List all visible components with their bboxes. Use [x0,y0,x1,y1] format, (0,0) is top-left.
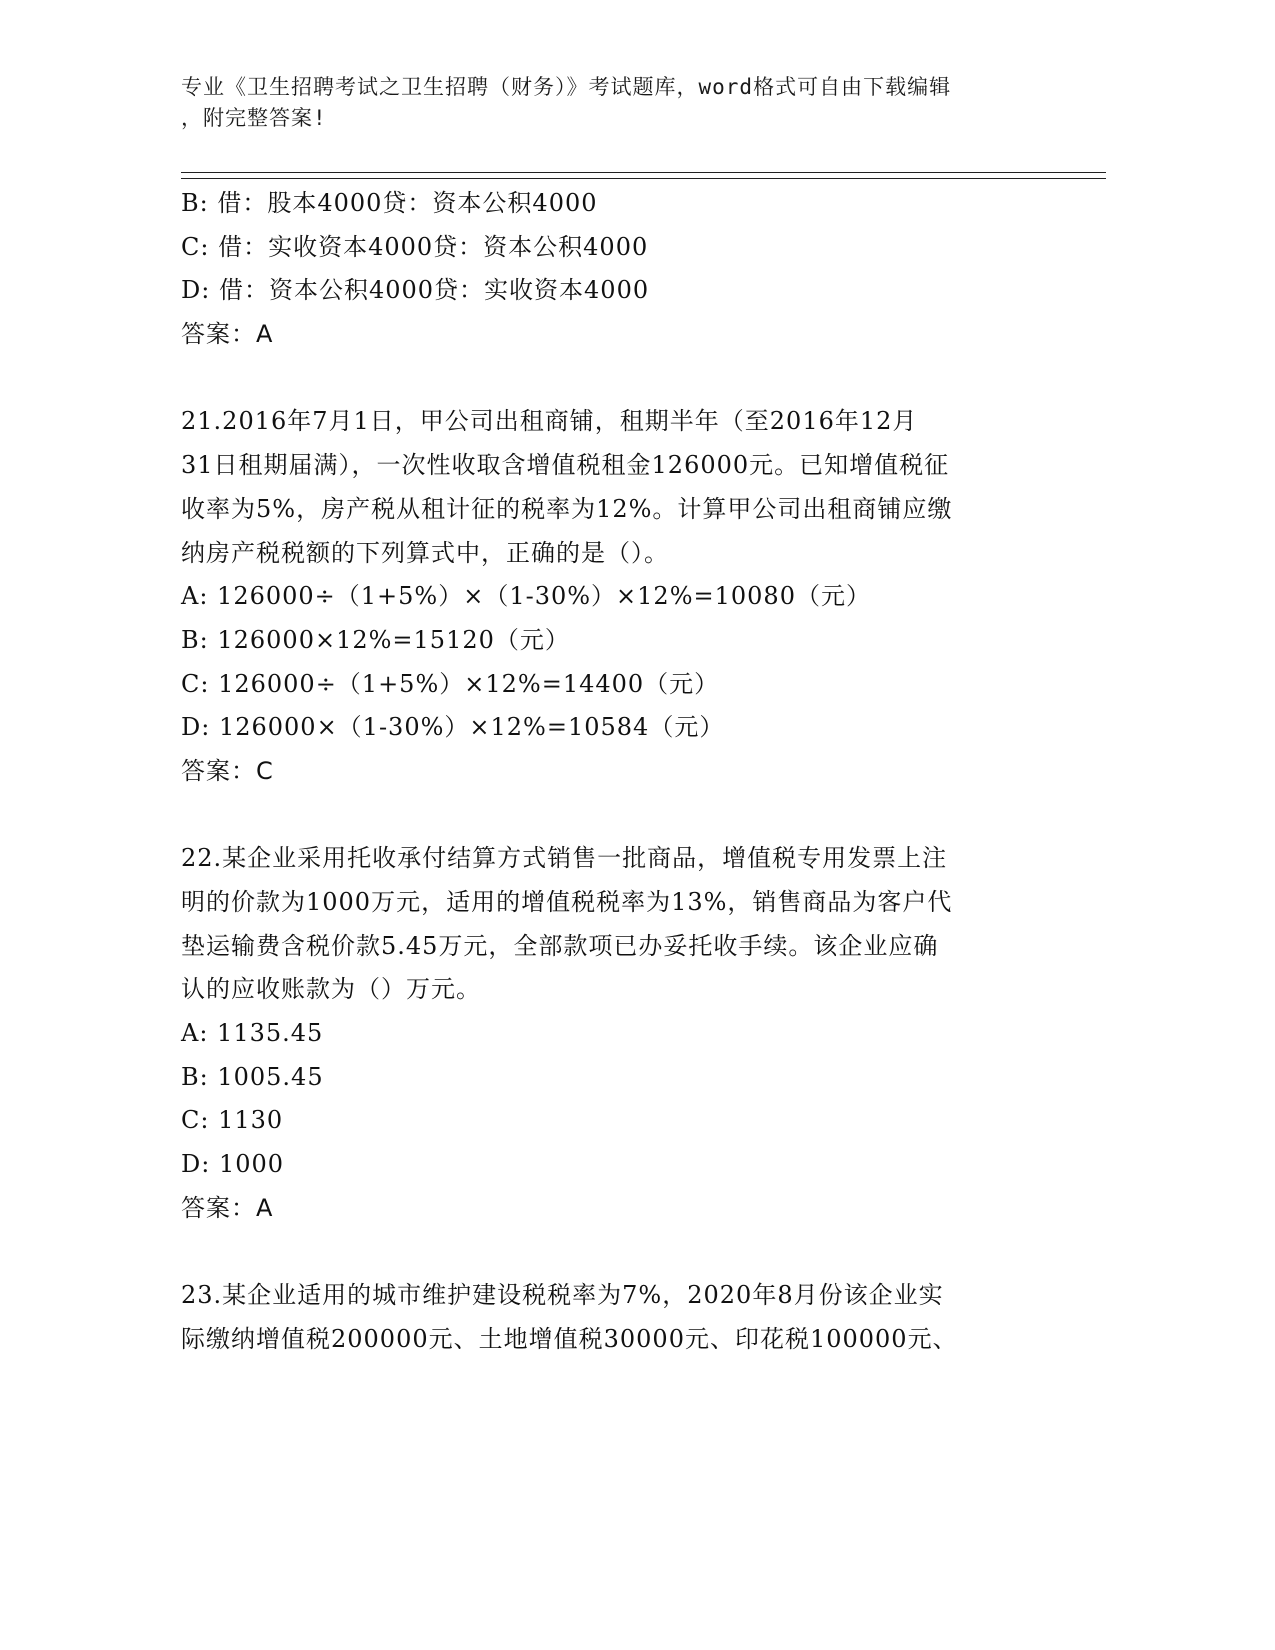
option-c: C: 1130 [181,1106,284,1135]
option-c: C: 借：实收资本4000贷：资本公积4000 [181,232,649,261]
answer: 答案：C [181,756,274,785]
question-content [181,182,1051,1362]
question-text-line: 际缴纳增值税200000元、土地增值税30000元、印花税100000元、 [181,1324,958,1353]
question-22 [181,837,1051,1230]
option-b: B: 借：股本4000贷：资本公积4000 [181,189,598,217]
prev-question [181,182,1051,357]
header-line-2: ，附完整答案! [181,106,327,130]
question-text-line: 明的价款为1000万元，适用的增值税税率为13%，销售商品为客户代 [181,888,953,916]
answer: 答案：A [181,1193,274,1222]
option-d: D: 1000 [181,1150,285,1179]
header-line-1: 专业《卫生招聘考试之卫生招聘（财务）》考试题库，word格式可自由下载编辑 [181,75,952,99]
spacer [181,1231,1051,1275]
question-text-line: 31日租期届满），一次性收取含增值税租金126000元。已知增值税征 [181,451,950,480]
answer: 答案：A [181,320,274,349]
option-b: B: 1005.45 [181,1062,324,1091]
option-d: D: 126000×（1-30%）×12%=10584（元） [181,713,725,742]
option-b: B: 126000×12%=15120（元） [181,625,570,654]
question-23 [181,1274,1051,1361]
option-a: A: 1135.45 [181,1019,324,1048]
spacer [181,794,1051,838]
option-d: D: 借：资本公积4000贷：实收资本4000 [181,276,650,305]
spacer [181,357,1051,401]
question-text-line: 收率为5%，房产税从租计征的税率为12%。计算甲公司出租商铺应缴 [181,494,953,523]
question-21 [181,400,1051,793]
question-text-line: 23.某企业适用的城市维护建设税税率为7%，2020年8月份该企业实 [181,1281,944,1310]
option-a: A: 126000÷（1+5%）×（1-30%）×12%=10080（元） [181,582,871,611]
header-rule-top [181,172,1106,173]
question-text-line: 纳房产税税额的下列算式中，正确的是（）。 [181,538,669,567]
option-c: C: 126000÷（1+5%）×12%=14400（元） [181,669,720,698]
header-rule-bottom [181,178,1106,179]
question-text-line: 21.2016年7月1日，甲公司出租商铺，租期半年（至2016年12月 [181,407,918,436]
document-header [181,72,1041,134]
question-text-line: 22.某企业采用托收承付结算方式销售一批商品，增值税专用发票上注 [181,844,948,873]
question-text-line: 垫运输费含税价款5.45万元，全部款项已办妥托收手续。该企业应确 [181,931,939,960]
question-text-line: 认的应收账款为（）万元。 [181,975,481,1004]
